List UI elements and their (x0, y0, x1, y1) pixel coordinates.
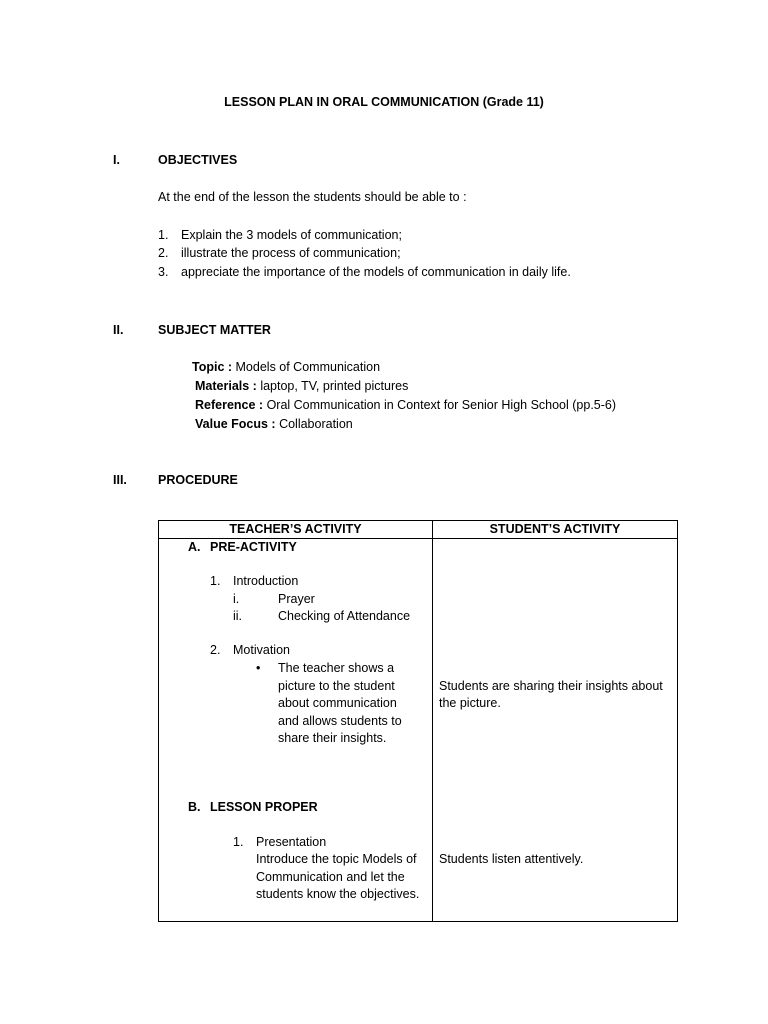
objective-number: 1. (158, 228, 169, 242)
subject-value: laptop, TV, printed pictures (256, 379, 409, 393)
lesson-proper-letter: B. (188, 800, 201, 814)
sub-item-text: Prayer (278, 592, 315, 606)
objective-item: Explain the 3 models of communication; (181, 228, 402, 242)
presentation-text-line: Communication and let the (256, 870, 405, 884)
motivation-text-line: picture to the student (278, 679, 395, 693)
student-activity-cell (433, 539, 678, 922)
sub-item-number: ii. (233, 609, 243, 623)
motivation-text-line: The teacher shows a (278, 661, 395, 675)
section-number-procedure: III. (113, 473, 127, 487)
page-title: LESSON PLAN IN ORAL COMMUNICATION (Grade 11) (224, 95, 544, 109)
procedure-table (158, 520, 678, 922)
student-response-line: the picture. (439, 696, 501, 710)
section-title-subject-matter: SUBJECT MATTER (158, 323, 271, 337)
lesson-proper-heading: LESSON PROPER (210, 800, 318, 814)
introduction-label: Introduction (233, 574, 299, 588)
sub-item-text: Checking of Attendance (278, 609, 411, 623)
section-number-objectives: I. (113, 153, 120, 167)
table-row (159, 539, 678, 922)
presentation-text-line: students know the objectives. (256, 887, 420, 901)
subject-label: Materials : (195, 379, 257, 393)
motivation-text-line: share their insights. (278, 731, 387, 745)
subject-value: Oral Communication in Context for Senior High School (pp.5-6) (263, 398, 617, 412)
section-number-subject-matter: II. (113, 323, 124, 337)
objectives-intro: At the end of the lesson the students should be able to : (158, 190, 467, 204)
subject-row-materials (195, 379, 408, 394)
motivation-text-line: and allows students to (278, 714, 402, 728)
presentation-number: 1. (233, 835, 244, 849)
subject-row-reference (195, 398, 616, 413)
bullet-icon: • (256, 661, 261, 675)
introduction-number: 1. (210, 574, 221, 588)
subject-row-topic (192, 360, 380, 375)
student-response-line: Students are sharing their insights about (439, 679, 663, 693)
subject-value: Collaboration (275, 417, 353, 431)
subject-label: Topic : (192, 360, 233, 374)
objective-item: appreciate the importance of the models of communication in daily life. (181, 265, 571, 279)
sub-item-number: i. (233, 592, 240, 606)
subject-row-value-focus (195, 417, 353, 432)
subject-value: Models of Communication (232, 360, 381, 374)
table-header-student: STUDENT’S ACTIVITY (433, 521, 678, 539)
motivation-label: Motivation (233, 643, 290, 657)
objective-item: illustrate the process of communication; (181, 246, 401, 260)
section-title-objectives: OBJECTIVES (158, 153, 238, 167)
presentation-text-line: Introduce the topic Models of (256, 852, 417, 866)
objective-number: 2. (158, 246, 169, 260)
pre-activity-heading: PRE-ACTIVITY (210, 540, 297, 554)
presentation-label: Presentation (256, 835, 327, 849)
table-header-teacher: TEACHER’S ACTIVITY (159, 521, 433, 539)
teacher-activity-cell (159, 539, 433, 922)
subject-label: Reference : (195, 398, 264, 412)
section-title-procedure: PROCEDURE (158, 473, 238, 487)
student-response-line: Students listen attentively. (439, 852, 584, 866)
pre-activity-letter: A. (188, 540, 201, 554)
subject-label: Value Focus : (195, 417, 276, 431)
motivation-text-line: about communication (278, 696, 397, 710)
objective-number: 3. (158, 265, 169, 279)
table-header-row (159, 521, 678, 539)
motivation-number: 2. (210, 643, 221, 657)
